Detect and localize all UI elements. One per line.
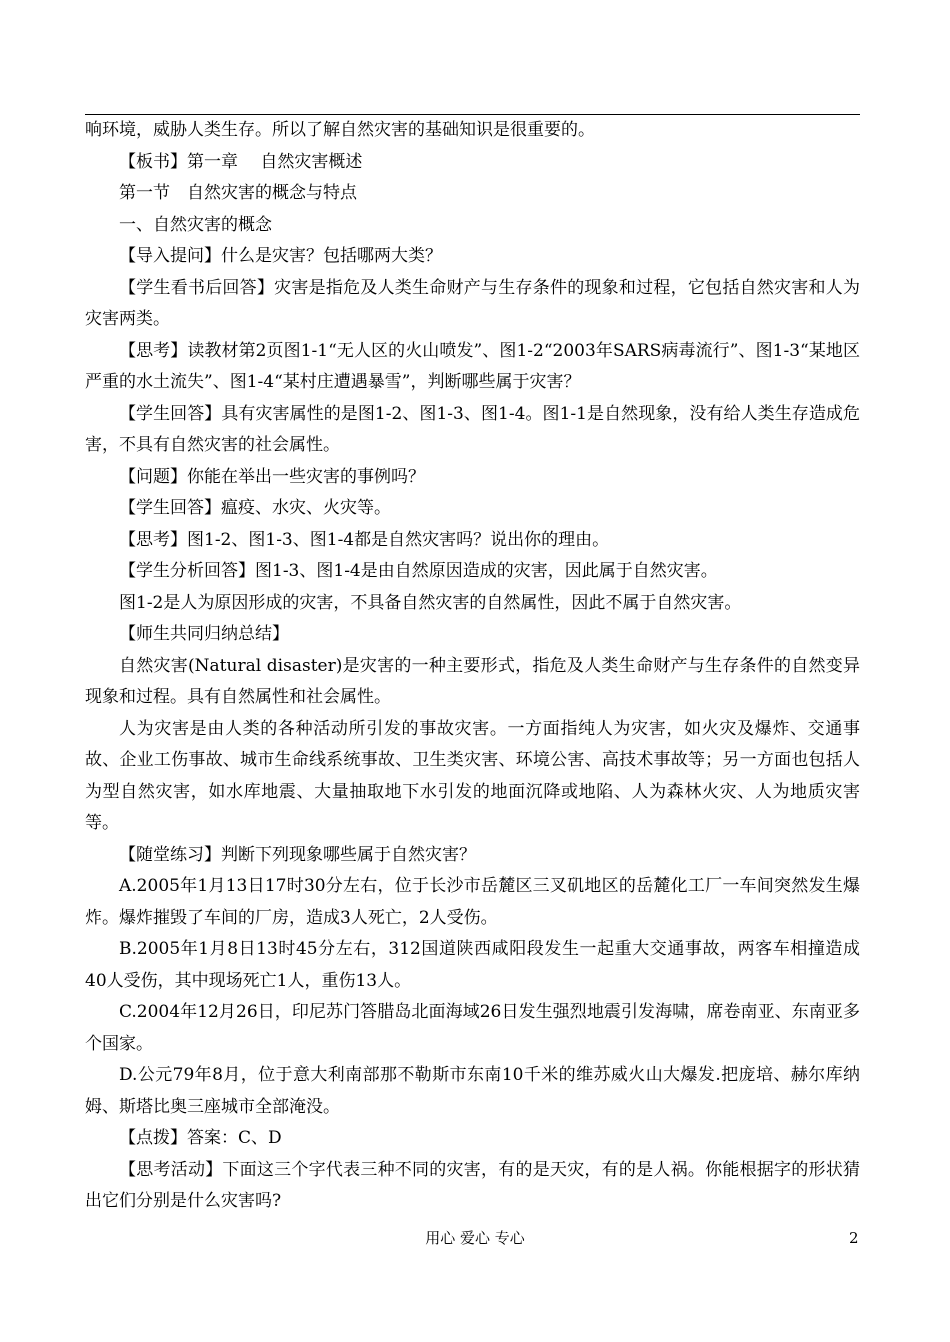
paragraph: 人为灾害是由人类的各种活动所引发的事故灾害。一方面指纯人为灾害，如火灾及爆炸、交通事故、企业工伤事故、城市生命线系统事故、卫生类灾害、环境公害、高技术事故等；另一方面也包括人为型自然灾害，如水库地震、大量抽取地下水引发的地面沉降或地陷、人为森林火灾、人为地质灾害等。 <box>85 718 860 833</box>
paragraph: 【学生看书后回答】灾害是指危及人类生命财产与生存条件的现象和过程，它包括自然灾害和人为灾害两类。 <box>85 277 860 329</box>
paragraph: 【学生分析回答】图1-3、图1-4是由自然原因造成的灾害，因此属于自然灾害。 <box>119 561 718 581</box>
paragraph: C.2004年12月26日，印尼苏门答腊岛北面海域26日发生强烈地震引发海啸，席卷南亚、东南亚多个国家。 <box>85 1002 860 1054</box>
footer-motto: 用心 爱心 专心 <box>425 1229 525 1247</box>
paragraph: 自然灾害(Natural disaster)是灾害的一种主要形式，指危及人类生命财产与生存条件的自然变异现象和过程。具有自然属性和社会属性。 <box>85 655 860 707</box>
paragraph: 【思考】读教材第2页图1-1“无人区的火山喷发”、图1-2“2003年SARS病毒流行”、图1-3“某地区严重的水土流失”、图1-4“某村庄遭遇暴雪”，判断哪些属于灾害？ <box>85 340 860 392</box>
paragraph: 【导入提问】什么是灾害？包括哪两大类？ <box>119 246 442 266</box>
paragraph: 【思考】图1-2、图1-3、图1-4都是自然灾害吗？说出你的理由。 <box>119 529 610 550</box>
paragraph: A.2005年1月13日17时30分左右，位于长沙市岳麓区三叉矶地区的岳麓化工厂一车间突然发生爆炸。爆炸摧毁了车间的厂房，造成3人死亡，2人受伤。 <box>85 876 860 928</box>
document-body <box>85 115 860 1218</box>
paragraph: 一、自然灾害的概念 <box>119 214 272 235</box>
paragraph: 【板书】第一章 自然灾害概述 <box>119 151 363 172</box>
paragraph: 【学生回答】具有灾害属性的是图1-2、图1-3、图1-4。图1-1是自然现象，没有给人类生存造成危害，不具有自然灾害的社会属性。 <box>85 403 860 455</box>
paragraph: 图1-2是人为原因形成的灾害，不具备自然灾害的自然属性，因此不属于自然灾害。 <box>119 592 742 613</box>
page-number: 2 <box>849 1229 859 1247</box>
paragraph: 第一节 自然灾害的概念与特点 <box>119 183 357 203</box>
paragraph: B.2005年1月8日13时45分左右，312国道陕西咸阳段发生一起重大交通事故，两客车相撞造成40人受伤，其中现场死亡1人，重伤13人。 <box>85 939 860 991</box>
paragraph: 【点拨】答案：C、D <box>119 1128 282 1148</box>
paragraph: 【思考活动】下面这三个字代表三种不同的灾害，有的是天灾，有的是人祸。你能根据字的形状猜出它们分别是什么灾害吗? <box>85 1159 860 1211</box>
paragraph: 【学生回答】瘟疫、水灾、火灾等。 <box>119 498 391 518</box>
paragraph: 【随堂练习】判断下列现象哪些属于自然灾害？ <box>119 844 476 865</box>
paragraph: 【问题】你能在举出一些灾害的事例吗？ <box>119 466 425 487</box>
paragraph: 响环境，威胁人类生存。所以了解自然灾害的基础知识是很重要的。 <box>85 120 595 140</box>
paragraph: 【师生共同归纳总结】 <box>119 624 289 644</box>
paragraph: D.公元79年8月，位于意大利南部那不勒斯市东南10千米的维苏威火山大爆发.把庞培、赫尔库纳姆、斯塔比奥三座城市全部淹没。 <box>85 1065 860 1117</box>
